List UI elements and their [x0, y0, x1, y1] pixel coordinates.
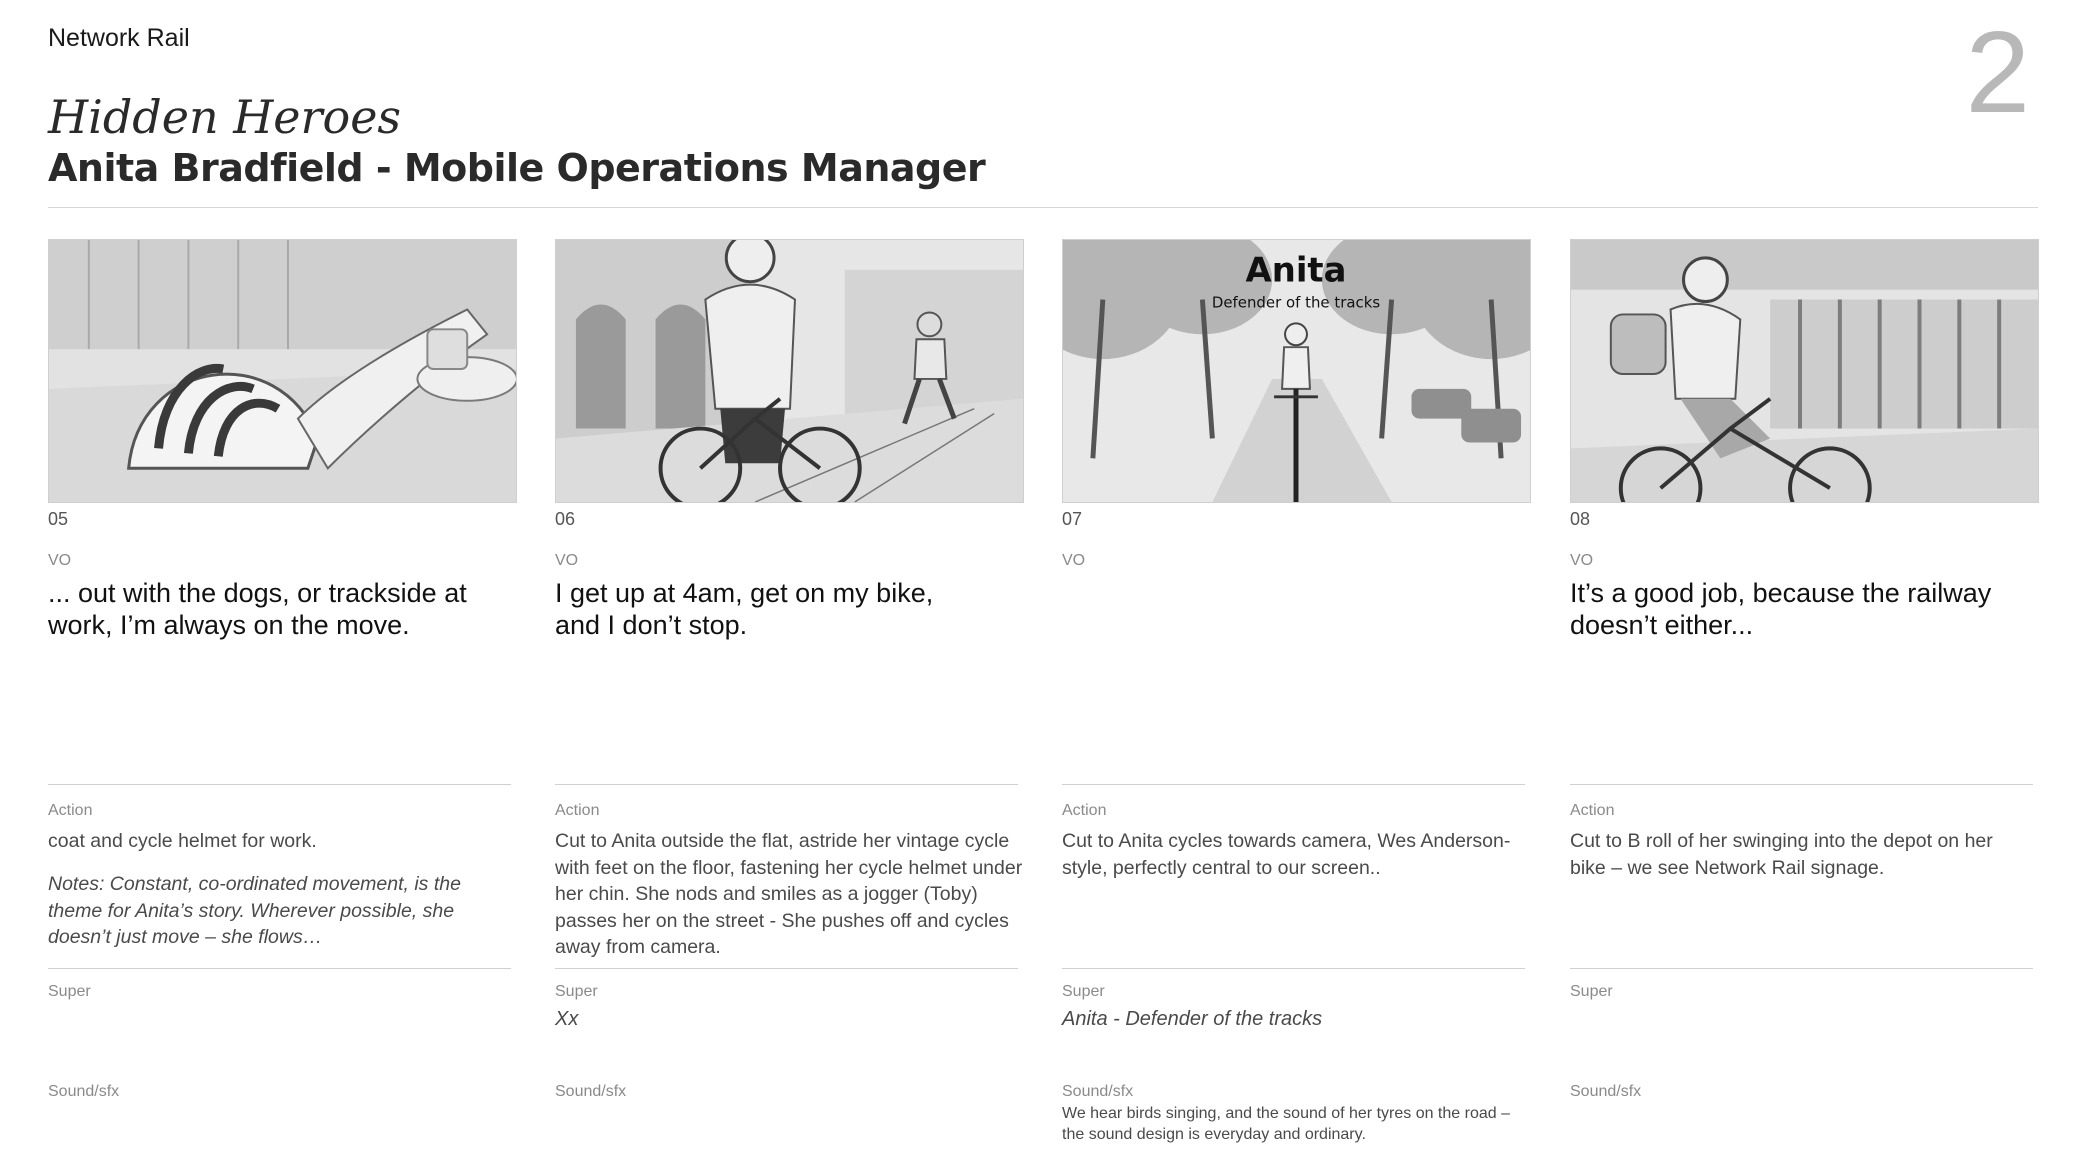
- action-text: Cut to Anita cycles towards camera, Wes Anderson-style, perfectly central to our screen..: [1062, 830, 1511, 879]
- panel-image-bike-jogger: [555, 239, 1024, 503]
- sound-label: Sound/sfx: [1062, 1083, 1134, 1100]
- vo-text: It’s a good job, because the railway doesn’t either...: [1570, 578, 1992, 640]
- section-divider: [555, 784, 1018, 785]
- super-label: Super: [1062, 983, 1105, 1000]
- section-divider: [1062, 968, 1525, 969]
- page-number: 2: [1965, 7, 2030, 137]
- action-label: Action: [555, 802, 600, 819]
- vo-label: VO: [1570, 552, 1594, 569]
- section-divider: [1062, 784, 1525, 785]
- action-text: Cut to B roll of her swinging into the depot on her bike – we see Network Rail signage.: [1570, 830, 1993, 879]
- vo-text: I get up at 4am, get on my bike, and I don’t stop.: [555, 578, 934, 640]
- section-divider: [1570, 968, 2033, 969]
- panel-number: 07: [1062, 509, 1083, 529]
- vo-text: ... out with the dogs, or trackside at work, I’m always on the move.: [48, 578, 467, 640]
- section-divider: [555, 968, 1018, 969]
- action-text: coat and cycle helmet for work.: [48, 830, 317, 852]
- storyboard-panel-05: [48, 239, 517, 1139]
- action-label: Action: [1570, 802, 1615, 819]
- header-divider: [48, 207, 2038, 208]
- panel-number: 05: [48, 509, 69, 529]
- sound-label: Sound/sfx: [48, 1083, 120, 1100]
- panel-number: 06: [555, 509, 576, 529]
- action-label: Action: [1062, 802, 1107, 819]
- image-name-text: Anita: [1245, 250, 1347, 290]
- page-subtitle: Anita Bradfield - Mobile Operations Manager: [48, 146, 986, 190]
- storyboard-panel-06: [555, 239, 1024, 1139]
- vo-label: VO: [1062, 552, 1086, 569]
- notes-text: Notes: Constant, co-ordinated movement, is the theme for Anita’s story. Wherever possible, she doesn’t just move – she flows…: [48, 873, 461, 948]
- vo-label: VO: [48, 552, 72, 569]
- storyboard-panel-07: [1062, 239, 1531, 1143]
- section-divider: [48, 784, 511, 785]
- panel-image-cyclist-avenue: [1062, 239, 1531, 503]
- action-text: Cut to Anita outside the flat, astride her vintage cycle with feet on the floor, fastening her cycle helmet under her chin. She nods and smiles as a jogger (Toby) passes her on the street - She pushes off and cycles away from camera.: [555, 830, 1023, 958]
- super-label: Super: [1570, 983, 1613, 1000]
- action-label: Action: [48, 802, 93, 819]
- brand-name: Network Rail: [48, 24, 190, 52]
- section-divider: [1570, 784, 2033, 785]
- super-label: Super: [48, 983, 91, 1000]
- sound-label: Sound/sfx: [555, 1083, 627, 1100]
- sound-label: Sound/sfx: [1570, 1083, 1642, 1100]
- sound-text: We hear birds singing, and the sound of her tyres on the road – the sound design is everyday and ordinary.: [1062, 1105, 1510, 1143]
- super-text: Xx: [555, 1008, 579, 1030]
- super-label: Super: [555, 983, 598, 1000]
- vo-label: VO: [555, 552, 579, 569]
- image-tagline-text: Defender of the tracks: [1211, 293, 1381, 312]
- page-title: Hidden Heroes: [48, 90, 402, 144]
- panel-image-helmet: [48, 239, 517, 503]
- panel-image-cyclist-depot: [1570, 239, 2039, 503]
- section-divider: [48, 968, 511, 969]
- super-text: Anita - Defender of the tracks: [1062, 1008, 1323, 1030]
- storyboard-panel-08: [1570, 239, 2039, 1139]
- panel-number: 08: [1570, 509, 1591, 529]
